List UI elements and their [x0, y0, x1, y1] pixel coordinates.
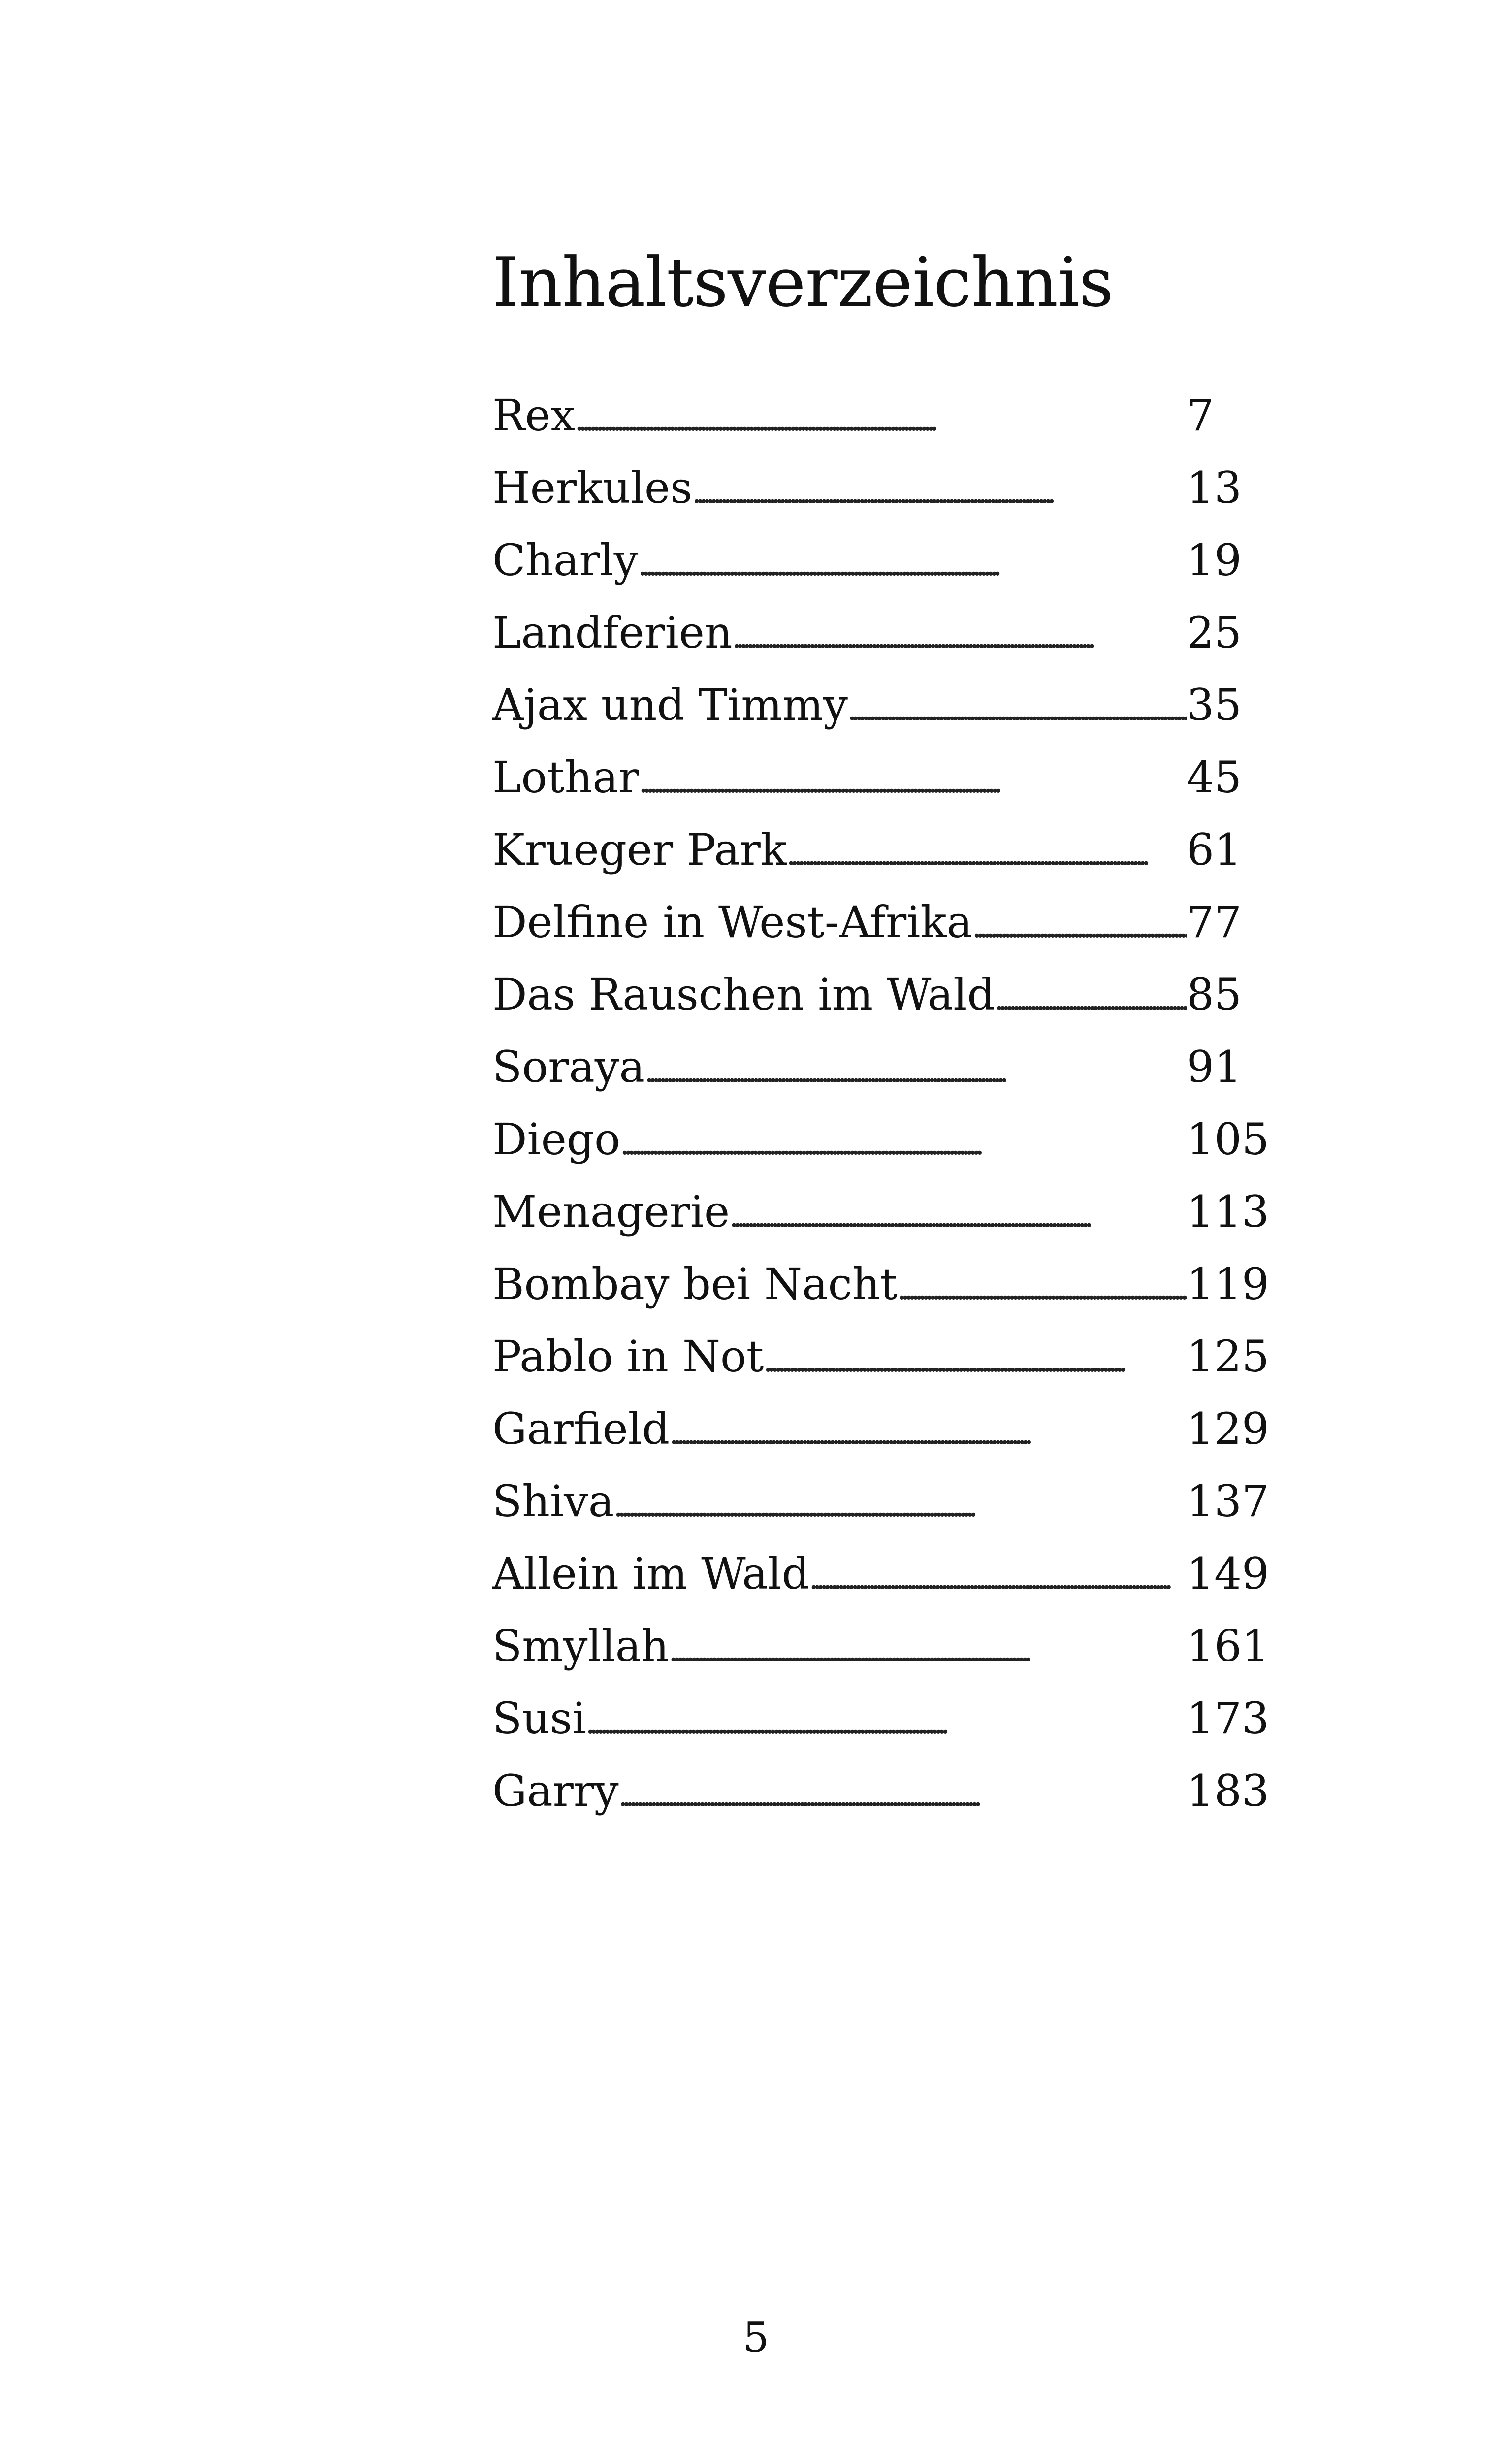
toc-leader-dots [639, 745, 1187, 817]
toc-leader-dots [898, 1252, 1187, 1324]
toc-entry-title: Soraya [492, 1042, 645, 1092]
toc-entry[interactable] [492, 596, 1280, 669]
toc-leader-dots [638, 528, 1187, 600]
toc-entry[interactable] [492, 1031, 1280, 1103]
toc-entry-page: 61 [1187, 824, 1242, 875]
toc-entry-page: 173 [1187, 1693, 1269, 1744]
toc-entry-title: Diego [492, 1114, 621, 1165]
toc-leader-dots [692, 456, 1187, 528]
toc-leader-dots [669, 1614, 1187, 1686]
toc-entry[interactable] [492, 669, 1280, 741]
toc-entry-page: 113 [1187, 1186, 1269, 1237]
toc-entry-page: 183 [1187, 1765, 1269, 1816]
toc-leader-dots [995, 962, 1187, 1035]
toc-entry-title: Susi [492, 1693, 586, 1744]
toc-entry-page: 19 [1187, 535, 1242, 586]
toc-leader-dots [619, 1759, 1187, 1831]
toc-leader-dots [972, 890, 1187, 962]
toc-entry-page: 105 [1187, 1114, 1269, 1165]
toc-entry-title: Lothar [492, 752, 639, 803]
toc-entry[interactable] [492, 524, 1280, 596]
toc-entry-page: 137 [1187, 1476, 1269, 1527]
page-title: Inhaltsverzeichnis [492, 243, 1114, 322]
toc-leader-dots [809, 1541, 1187, 1614]
toc-leader-dots [620, 1107, 1187, 1179]
toc-entry-title: Herkules [492, 462, 693, 513]
toc-entry-title: Krueger Park [492, 824, 787, 875]
toc-leader-dots [645, 1035, 1187, 1107]
toc-entry-title: Garry [492, 1765, 619, 1816]
toc-entry-page: 77 [1187, 897, 1242, 947]
toc-entry-title: Bombay bei Nacht [492, 1259, 898, 1309]
toc-entry[interactable] [492, 379, 1280, 452]
toc-entry[interactable] [492, 958, 1280, 1031]
table-of-contents [492, 379, 1280, 1827]
toc-entry[interactable] [492, 1103, 1280, 1175]
toc-leader-dots [730, 1179, 1187, 1252]
toc-leader-dots [764, 1324, 1187, 1397]
toc-entry[interactable] [492, 1320, 1280, 1393]
toc-leader-dots [614, 1469, 1187, 1541]
toc-entry-title: Menagerie [492, 1186, 730, 1237]
toc-leader-dots [848, 673, 1187, 745]
toc-entry-page: 91 [1187, 1042, 1242, 1092]
toc-leader-dots [586, 1686, 1187, 1759]
toc-entry[interactable] [492, 452, 1280, 524]
toc-leader-dots [575, 383, 1187, 456]
toc-entry-page: 161 [1187, 1621, 1269, 1671]
toc-entry-page: 13 [1187, 462, 1242, 513]
toc-entry[interactable] [492, 741, 1280, 814]
toc-entry[interactable] [492, 1537, 1280, 1610]
toc-entry-title: Allein im Wald [492, 1548, 810, 1599]
toc-entry-title: Landferien [492, 607, 733, 658]
toc-entry[interactable] [492, 1393, 1280, 1465]
toc-entry[interactable] [492, 886, 1280, 958]
toc-entry-title: Rex [492, 390, 575, 441]
toc-entry-page: 129 [1187, 1403, 1269, 1454]
toc-entry-title: Smyllah [492, 1621, 669, 1671]
toc-entry-title: Garfield [492, 1403, 670, 1454]
page-number: 5 [742, 2313, 770, 2362]
toc-leader-dots [787, 817, 1187, 890]
toc-entry[interactable] [492, 1465, 1280, 1537]
toc-entry[interactable] [492, 1610, 1280, 1682]
toc-entry[interactable] [492, 1682, 1280, 1755]
toc-entry-page: 7 [1187, 390, 1214, 441]
toc-entry-page: 45 [1187, 752, 1242, 803]
toc-entry-page: 125 [1187, 1331, 1269, 1382]
toc-entry-page: 149 [1187, 1548, 1269, 1599]
toc-entry-title: Shiva [492, 1476, 614, 1527]
toc-entry-title: Delfine in West-Afrika [492, 897, 973, 947]
toc-entry[interactable] [492, 1248, 1280, 1320]
toc-entry-title: Pablo in Not [492, 1331, 764, 1382]
toc-entry-page: 25 [1187, 607, 1242, 658]
toc-entry[interactable] [492, 814, 1280, 886]
toc-entry[interactable] [492, 1175, 1280, 1248]
toc-entry-title: Das Rauschen im Wald [492, 969, 995, 1020]
toc-leader-dots [733, 600, 1187, 673]
toc-leader-dots [670, 1397, 1187, 1469]
toc-entry-title: Charly [492, 535, 639, 586]
toc-entry-page: 85 [1187, 969, 1242, 1020]
toc-entry-page: 35 [1187, 680, 1242, 730]
toc-entry-title: Ajax und Timmy [492, 680, 848, 730]
toc-entry[interactable] [492, 1755, 1280, 1827]
toc-entry-page: 119 [1187, 1259, 1269, 1309]
